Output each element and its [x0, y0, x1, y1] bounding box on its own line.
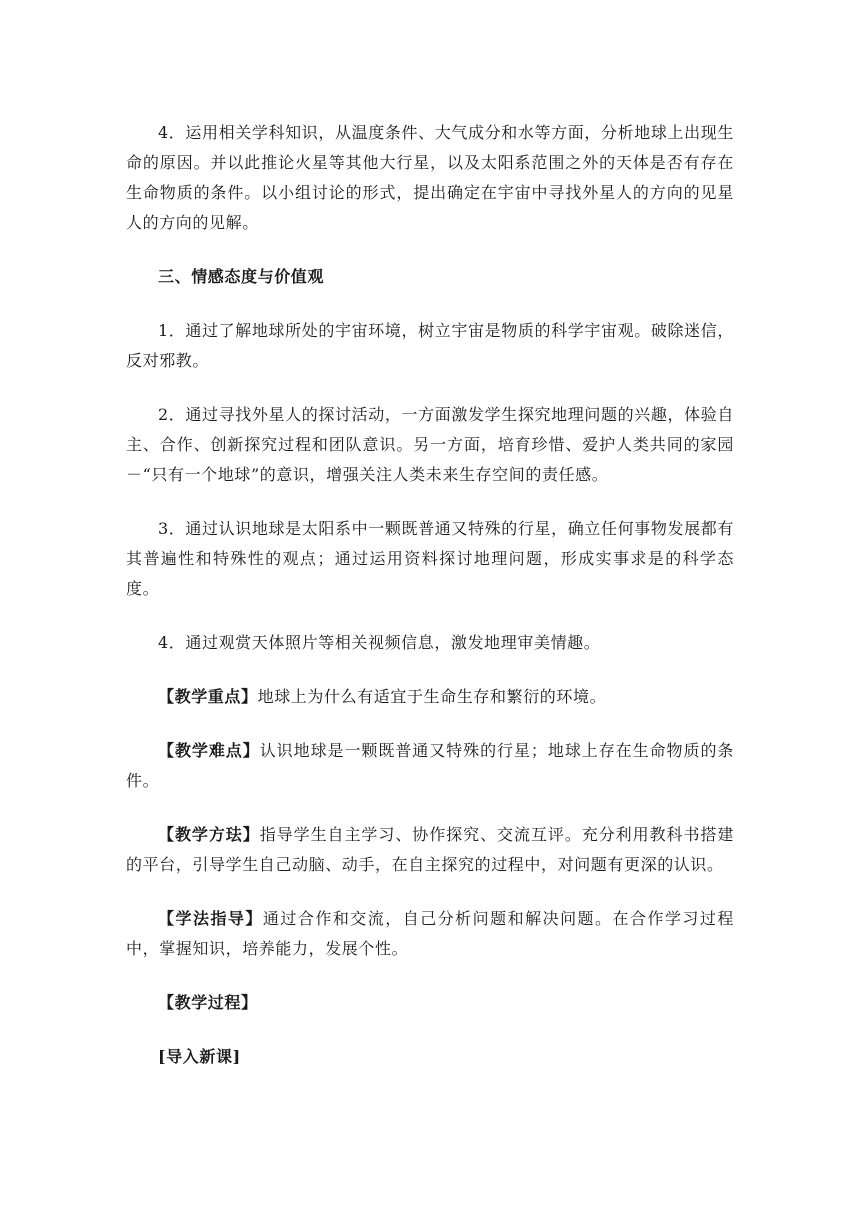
goal-item-4: 4．运用相关学科知识，从温度条件、大气成分和水等方面，分析地球上出现生命的原因。并以此推论火星等其他大行星，以及太阳系范围之外的天体是否有存在生命物质的条件。以小组讨论的形式，提出确定在宇宙中寻找外星人的方向的见星人的方向的见解。: [126, 123, 734, 232]
study-guidance-label: 【学法指导】: [158, 909, 263, 928]
teaching-process-heading: 【教学过程】: [158, 993, 258, 1012]
teaching-difficulty: [126, 736, 734, 796]
document-page: [126, 118, 734, 1072]
teaching-key-point-text: 地球上为什么有适宜于生命生存和繁衍的环境。: [257, 687, 607, 706]
attitude-item-3: 3．通过认识地球是太阳系中一颗既普通又特殊的行星，确立任何事物发展都有其普遍性和特殊性的观点；通过运用资料探讨地理问题，形成实事求是的科学态度。: [126, 519, 734, 598]
study-guidance: [126, 904, 734, 964]
intro-lesson-heading: [导入新课]: [158, 1047, 241, 1066]
teaching-method-label: 【教学方珐】: [158, 825, 260, 844]
attitude-item-1: 1．通过了解地球所处的宇宙环境，树立宇宙是物质的科学宇宙观。破除迷信，反对邪教。: [126, 321, 734, 370]
teaching-difficulty-label: 【教学难点】: [158, 741, 260, 760]
attitude-item-2: 2．通过寻找外星人的探讨活动，一方面激发学生探究地理问题的兴趣，体验自主、合作、创新探究过程和团队意识。另一方面，培育珍惜、爱护人类共同的家园－“只有一个地球”的意识，增强关注人类未来生存空间的责任感。: [126, 405, 734, 484]
teaching-method-text: 指导学生自主学习、协作探究、交流互评。充分利用教科书搭建的平台，引导学生自己动脑、动手，在自主探究的过程中，对问题有更深的认识。: [126, 825, 734, 874]
teaching-difficulty-text: 认识地球是一颗既普通又特殊的行星；地球上存在生命物质的条件。: [126, 741, 734, 790]
attitude-item-4: 4．通过观赏天体照片等相关视频信息，激发地理审美情趣。: [158, 633, 601, 652]
study-guidance-text: 通过合作和交流，自己分析问题和解决问题。在合作学习过程中，掌握知识，培养能力，发展个性。: [126, 909, 734, 958]
section-heading-attitude-values: 三、情感态度与价值观: [158, 267, 325, 286]
teaching-key-point: [126, 682, 734, 712]
teaching-key-point-label: 【教学重点】: [158, 687, 258, 706]
teaching-method: [126, 820, 734, 880]
